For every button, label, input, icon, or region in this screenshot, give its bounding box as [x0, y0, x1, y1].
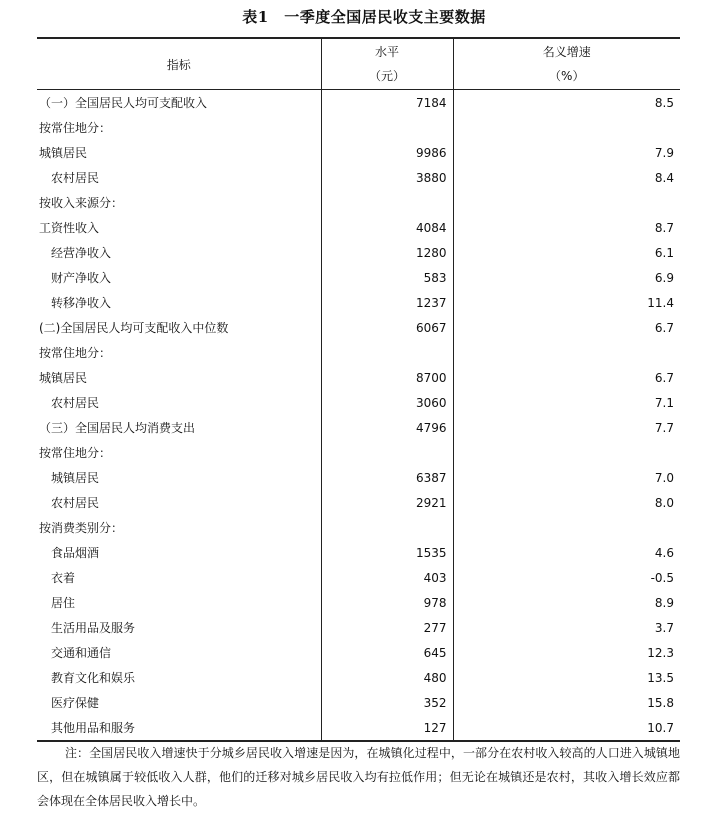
header-level-unit: （元） — [368, 69, 405, 83]
row-label: 工资性收入 — [39, 221, 100, 235]
row-growth: 7.1 — [654, 395, 674, 410]
row-growth: 12.3 — [647, 645, 674, 660]
table-row — [37, 115, 680, 140]
table-row — [37, 690, 680, 715]
table-row — [37, 590, 680, 615]
row-label: 按常住地分： — [39, 121, 112, 135]
row-growth: 15.8 — [647, 695, 674, 710]
table-row — [37, 440, 680, 465]
row-label: 按常住地分： — [39, 346, 112, 360]
row-label: 城镇居民 — [39, 146, 88, 160]
table-row — [37, 640, 680, 665]
row-growth: 8.7 — [654, 220, 674, 235]
row-level: 8700 — [321, 365, 453, 390]
table-row — [37, 165, 680, 190]
row-level: 978 — [321, 590, 453, 615]
row-label: 医疗保健 — [51, 696, 100, 710]
row-level: 9986 — [321, 140, 453, 165]
table-row — [37, 315, 680, 340]
row-label: 衣着 — [51, 571, 76, 585]
row-growth: 10.7 — [453, 715, 680, 741]
row-level — [321, 340, 453, 365]
table-row — [37, 390, 680, 415]
row-level: 6067 — [321, 315, 453, 340]
row-label: 农村居民 — [51, 496, 100, 510]
row-level — [321, 515, 453, 540]
table-row — [37, 365, 680, 390]
row-label: 按收入来源分： — [39, 196, 124, 210]
row-growth: 4.6 — [654, 545, 674, 560]
row-growth: 6.7 — [654, 320, 674, 335]
row-label: （三）全国居民人均消费支出 — [39, 421, 196, 435]
row-growth: -0.5 — [650, 570, 674, 585]
row-growth: 7.7 — [654, 420, 674, 435]
table-row — [37, 290, 680, 315]
row-label: （一）全国居民人均可支配收入 — [39, 96, 208, 110]
row-level — [321, 190, 453, 215]
table-title: 表1 一季度全国居民收支主要数据 — [242, 8, 486, 26]
header-indicator: 指标 — [37, 38, 321, 90]
header-growth-label: 名义增速 — [542, 45, 591, 59]
table-body — [37, 90, 680, 742]
row-label: 转移净收入 — [51, 296, 112, 310]
row-growth: 8.4 — [654, 170, 674, 185]
table-row — [37, 615, 680, 640]
row-level: 3060 — [321, 390, 453, 415]
table-row — [37, 190, 680, 215]
row-level — [321, 440, 453, 465]
row-level: 3880 — [321, 165, 453, 190]
row-level: 403 — [321, 565, 453, 590]
row-level: 645 — [321, 640, 453, 665]
row-label: 农村居民 — [51, 171, 100, 185]
row-growth — [453, 340, 680, 365]
table-row — [37, 340, 680, 365]
row-level: 4796 — [321, 415, 453, 440]
row-growth: 8.5 — [654, 95, 674, 110]
row-label: (二)全国居民人均可支配收入中位数 — [39, 321, 229, 335]
row-growth — [453, 115, 680, 140]
table-row — [37, 215, 680, 240]
header-growth-unit: （%） — [549, 69, 585, 83]
row-label: 食品烟酒 — [51, 546, 100, 560]
row-label: 财产净收入 — [51, 271, 112, 285]
table-row — [37, 540, 680, 565]
row-label: 居住 — [51, 596, 76, 610]
table-row — [37, 665, 680, 690]
row-growth — [453, 440, 680, 465]
header-level — [321, 38, 453, 90]
row-label: 生活用品及服务 — [51, 621, 136, 635]
table-header-row — [37, 38, 680, 90]
row-growth: 6.7 — [654, 370, 674, 385]
row-label: 农村居民 — [51, 396, 100, 410]
table-row — [37, 465, 680, 490]
table-row — [37, 265, 680, 290]
row-level: 127 — [321, 715, 453, 741]
row-level: 1535 — [321, 540, 453, 565]
row-growth: 7.0 — [654, 470, 674, 485]
row-label: 城镇居民 — [39, 371, 88, 385]
table-row — [37, 90, 680, 116]
row-label: 交通和通信 — [51, 646, 112, 660]
row-level: 277 — [321, 615, 453, 640]
row-growth: 7.9 — [654, 145, 674, 160]
row-level: 1280 — [321, 240, 453, 265]
row-level: 4084 — [321, 215, 453, 240]
row-growth: 6.9 — [654, 270, 674, 285]
row-level: 2921 — [321, 490, 453, 515]
row-growth: 8.9 — [654, 595, 674, 610]
row-level — [321, 115, 453, 140]
row-growth: 11.4 — [647, 295, 674, 310]
row-growth: 13.5 — [647, 670, 674, 685]
row-label: 按消费类别分： — [39, 521, 124, 535]
table-row — [37, 240, 680, 265]
footnote: 注：全国居民收入增速快于分城乡居民收入增速是因为，在城镇化过程中，一部分在农村收入较高的人口进入城镇地区，但在城镇属于较低收入人群，他们的迁移对城乡居民收入均有拉低作用；但无论在城镇还是农村，其收入增长效应都会体现在全体居民收入增长中。 — [37, 746, 680, 808]
row-level: 480 — [321, 665, 453, 690]
table-row — [37, 140, 680, 165]
row-label: 经营净收入 — [51, 246, 112, 260]
row-level: 583 — [321, 265, 453, 290]
row-level: 352 — [321, 690, 453, 715]
data-table — [37, 37, 680, 742]
row-label: 教育文化和娱乐 — [51, 671, 136, 685]
table-row — [37, 565, 680, 590]
table-row — [37, 490, 680, 515]
row-level: 6387 — [321, 465, 453, 490]
row-growth: 8.0 — [654, 495, 674, 510]
row-growth: 3.7 — [654, 620, 674, 635]
row-level: 1237 — [321, 290, 453, 315]
row-growth: 6.1 — [654, 245, 674, 260]
row-label: 城镇居民 — [51, 471, 100, 485]
row-growth — [453, 515, 680, 540]
table-row — [37, 715, 680, 741]
row-growth — [453, 190, 680, 215]
row-label: 按常住地分： — [39, 446, 112, 460]
row-label: 其他用品和服务 — [51, 721, 136, 735]
header-level-label: 水平 — [374, 45, 399, 59]
row-level: 7184 — [321, 90, 453, 116]
table-row — [37, 515, 680, 540]
table-row — [37, 415, 680, 440]
header-growth — [453, 38, 680, 90]
